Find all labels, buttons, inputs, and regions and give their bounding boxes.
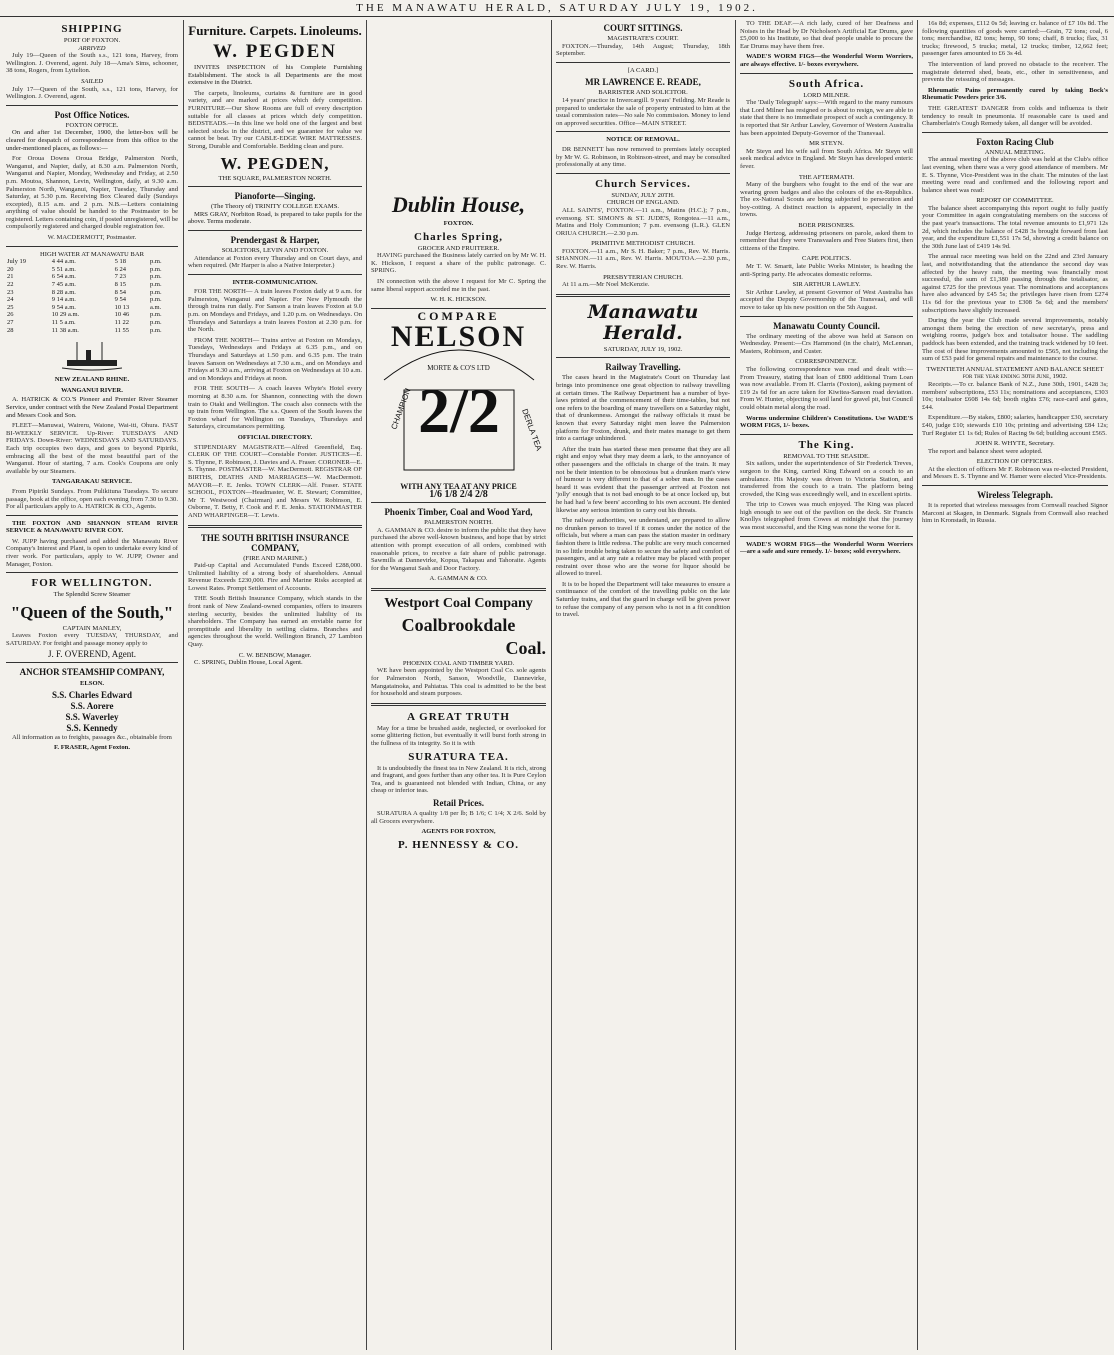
tide-cell: 11 38 a.m. — [51, 326, 79, 334]
dublin-foxton: FOXTON. — [443, 220, 474, 227]
barrister-label: BARRISTER AND SOLICITOR. — [598, 89, 688, 97]
tide-cell: 11 55 — [114, 326, 129, 334]
county-council-heading: Manawatu County Council. — [773, 320, 880, 331]
tide-cell: p.m. — [150, 273, 162, 281]
port-of-foxton: PORT OF FOXTON. — [63, 37, 121, 44]
grocer-label: GROCER AND FRUITERER. — [417, 244, 500, 252]
tide-cell: 11 5 a.m. — [51, 319, 76, 326]
tide-row — [6, 273, 178, 281]
annual-statement-heading: TWENTIETH ANNUAL STATEMENT AND BALANCE SHEET for the year ending 30th June, 1902. — [926, 365, 1104, 381]
arrived-label: ARRIVED — [78, 44, 106, 52]
fraser-agent: F. FRASER, Agent Foxton. — [54, 744, 130, 752]
phoenix-heading: Phoenix Timber, Coal and Wood Yard, — [384, 507, 533, 518]
tide-cell: 10 13 — [114, 303, 130, 311]
report-heading: REPORT OF COMMITTEE. — [976, 197, 1054, 205]
herald-title: Manawatu Herald. — [587, 300, 699, 344]
gamman-signature: A. GAMMAN & CO. — [429, 575, 488, 583]
tea-prices: 1/6 1/8 2/4 2/8 — [429, 488, 488, 500]
court-heading: COURT SITTINGS. — [603, 23, 683, 33]
foxton-office-label: FOXTON OFFICE. — [65, 121, 119, 129]
methodist-label: PRIMITIVE METHODIST CHURCH. — [591, 240, 695, 248]
removal-seaside-heading: REMOVAL TO THE SEASIDE. — [783, 452, 870, 460]
nz-rhine-heading: NEW ZEALAND RHINE. — [54, 376, 130, 384]
coe-label: CHURCH OF ENGLAND. — [606, 199, 680, 207]
furniture-heading: Furniture. Carpets. Linoleums. — [188, 23, 362, 38]
magistrate-label: MAGISTRATE'S COURT. — [607, 35, 679, 42]
south-africa-heading: South Africa. — [788, 77, 865, 90]
column-rule — [366, 20, 367, 1350]
nelson-tea-ad: COMPARE 2/2 CHAMPION DERLA TEA NELSON MORTE & CO'S LTD WITH ANY TEA AT ANY PRICE 1/6 1/8 2/4 2/8 — [371, 313, 546, 498]
pegden-title: W. PEGDEN — [213, 41, 337, 62]
tide-cell: 4 44 a.m. — [51, 258, 76, 266]
benbow-manager: C. W. BENBOW, Manager. — [238, 651, 312, 659]
agents-heading: AGENTS FOR FOXTON, — [421, 828, 496, 836]
tide-cell: 22 — [7, 281, 14, 289]
pegden-text: INVITES INSPECTION of his Complete Furnishing Establishment. The stock is all Departments are the most extensive in the District. — [188, 64, 362, 87]
overend-agent: J. F. OVEREND, Agent. — [47, 648, 137, 659]
aftermath-heading: THE AFTERMATH. — [798, 173, 855, 181]
ship-list — [6, 690, 178, 734]
tide-cell: 26 — [7, 311, 14, 319]
coal-heading: Coal. — [505, 637, 546, 658]
tide-cell: 10 46 — [114, 311, 130, 319]
tide-cell: 5 51 a.m. — [51, 265, 76, 273]
inter-comm-heading: INTER-COMMUNICATION. — [232, 278, 318, 286]
tangarakau-heading: TANGARAKAU SERVICE. — [52, 478, 132, 486]
railway-heading: Railway Travelling. — [605, 362, 681, 373]
tide-cell: 23 — [7, 288, 14, 296]
tide-cell: 6 54 a.m. — [51, 273, 76, 281]
herald-date: SATURDAY, JULY 19, 1902. — [603, 345, 683, 353]
any-tea-label: WITH ANY TEA AT ANY PRICE — [400, 481, 517, 491]
tide-cell: 20 — [7, 265, 14, 273]
rheumatic-ad: Rheumatic Pains permanently cured by taking Bock's Rheumatic Powders price 3/6. — [922, 86, 1108, 102]
suratura-heading: SURATURA TEA. — [408, 750, 509, 763]
masthead: THE MANAWATU HERALD, SATURDAY JULY 19, 1902. — [0, 0, 1114, 17]
tide-cell: 6 24 — [114, 265, 126, 273]
tide-row — [6, 327, 178, 335]
prendergast-heading: Prendergast & Harper, — [230, 234, 320, 245]
spring-agent: C. SPRING, Dublin House, Local Agent. — [194, 659, 303, 667]
coal-yard-label: PHOENIX COAL AND TIMBER YARD. — [402, 659, 515, 667]
column-4: COURT SITTINGS. MAGISTRATE'S COURT. FOXTON.—Thursday, 14th August; Thursday, 18th September. [A CARD.] MR LAWRENCE E. READE, BARRISTER AND SOLICITOR. 14 years' practice in Invercargill. 9 years' Feilding. Mr Reade is prepared to undertake the sale of property entrusted to him at the usual commission rates—No sale No commission. Money to lend on approved securities. Office—MAIN STREET. NOTICE OF REMOVAL. DR BENNETT has now removed to premises lately occupied by Mr W. G. Robinson, in Robinson-street, and may be consulted professionally at any time. Church Services. SUNDAY, JULY 20TH. CHURCH OF ENGLAND. ALL SAINTS', FOXTON.—11 a.m., Matins (H.C.); 7 p.m., evensong. ST. SIMON'S & ST. JUDE'S, Rongotea.—11 a.m., Matins and Holy Communion; 7 p.m. evensong (L.R.). GLEN ORIUA CHURCH.—2.30 p.m. PRIMITIVE METHODIST CHURCH. FOXTON.—11 a.m., Mr S. H. Baker; 7 p.m., Rev. W. Harris. SHANNON.—11 a.m., Rev. W. Harris. MOUTOA.—2.30 p.m., Rev. W. Harris. PRESBYTERIAN CHURCH. At 11 a.m.—Mr Noel McKenzie. Manawatu Herald. SATURDAY, JULY 19, 1902. Railway Travelling. The cases heard in the Magistrate's Court on Thursday last brings into prominence one great objection to railway travelling at certain times. The Railway Department has a number of bye-laws printed at the commencement of their time-tables, but not one refers to the boarding of many travellers on a Saturday night, that of drunkenness. Amongst the railway officials it must be known that every Saturday night men leave the Palmerston platform for Foxton, drunk, and their mates manage to get them into a carriage unhindered. After the train has started these men presume that they are all right and enjoy what they may deem a lark, to the annoyance of other passengers and the officials in charge of the train. It may not be their intention to be obnoxious but a drunken man's view of humour is very different to that of a sober man. In the cases heard it was evident that the passenger arrived at Foxton not 'jolly' enough that is not bad enough to be at once locked up, but he had had 'a few beers' according to his own account. He denied likewise any serious intention to carry out his threats. The railway authorities, we understand, are prepared to allow no drunken person to travel if it comes under the notice of the officials, but where a man can pass the station master in ordinary fashion there is little redress. The public are very much concerned in so little trouble being taken to secure the safety and comfort of passengers, and at any rate a relative may be placed with proper restraint over those who are the worse for liquor should be allowed to travel. It is to be hoped the Department will take measures to ensure a continuance of the comfort of the travelling public on the late Saturday trains, and that the guard in charge will be given power to refuse the company of any person who is not in a fit condition to travel. — [556, 23, 730, 619]
solicitors-label: SOLICITORS, LEVIN AND FOXTON. — [221, 246, 329, 254]
tide-cell: p.m. — [150, 311, 162, 319]
children-worms-ad: Worms undermine Children's Constitutions. Use WADE'S WORM FIGS, 1/- boxes. — [740, 414, 913, 430]
tide-cell: p.m. — [150, 265, 162, 273]
secretary-signature: JOHN R. WHYTE, Secretary. — [975, 440, 1055, 448]
lawley-heading: SIR ARTHUR LAWLEY. — [792, 281, 861, 289]
tide-cell: 7 23 — [114, 273, 126, 281]
svg-text:CHAMPION: CHAMPION — [388, 387, 413, 432]
tide-cell: p.m. — [150, 326, 162, 334]
tide-cell: 27 — [7, 319, 14, 326]
column-rule — [917, 20, 918, 1350]
screw-steamer-label: The Splendid Screw Steamer — [53, 591, 131, 599]
church-heading: Church Services. — [595, 177, 691, 190]
compare-label: COMPARE — [417, 308, 500, 323]
tide-cell: p.m. — [150, 319, 162, 326]
worm-figs-ad: WADE'S WORM FIGS—the Wonderful Worm Worriers, are always effective. 1/- boxes everywhere. — [740, 53, 913, 68]
wireless-heading: Wireless Telegraph. — [977, 490, 1053, 501]
hatrick-text: A. HATRICK & CO.'S Pioneer and Premier River Steamer Service, under contract with the New Zealand Postal Department and Messrs Cook and Son. — [6, 396, 178, 419]
presbyterian-label: PRESBYTERIAN CHURCH. — [603, 273, 683, 281]
charles-spring-title: Charles Spring, — [414, 230, 503, 243]
tide-row — [6, 258, 178, 266]
for-wellington-heading: FOR WELLINGTON. — [31, 577, 153, 590]
sailed-label: SAILED — [81, 77, 103, 85]
phoenix-palmerston: PALMERSTON NORTH. — [424, 519, 493, 527]
election-heading: ELECTION OF OFFICERS. — [976, 458, 1054, 466]
tide-row — [6, 281, 178, 289]
retail-heading: Retail Prices. — [433, 798, 484, 808]
official-directory-heading: OFFICIAL DIRECTORY. — [237, 433, 313, 441]
tide-cell: 8 28 a.m. — [51, 288, 76, 296]
removal-heading: NOTICE OF REMOVAL. — [606, 136, 680, 144]
fire-marine-label: (FIRE AND MARINE.) — [243, 554, 307, 562]
king-heading: The King. — [798, 438, 855, 451]
steamship-icon — [62, 338, 122, 372]
tide-cell: p.m. — [150, 288, 162, 296]
tide-cell: 21 — [7, 273, 14, 281]
tide-cell: 10 29 a.m. — [51, 311, 80, 319]
tide-cell: 7 45 a.m. — [51, 281, 76, 289]
tide-cell: 8 54 — [114, 288, 126, 296]
pegden-address: THE SQUARE, PALMERSTON NORTH. — [218, 174, 332, 182]
ship-name: S.S. Charles Edward — [51, 689, 132, 700]
tide-row — [6, 319, 178, 327]
svg-text:2/2: 2/2 — [417, 375, 500, 447]
gray-text: MRS GRAY, Norbiton Road, is prepared to take pupils for the above. Terms moderate. — [188, 210, 362, 226]
piano-heading: Pianoforte—Singing. — [234, 191, 316, 202]
svg-text:DERLA TEA: DERLA TEA — [519, 407, 544, 453]
queen-of-south-title: "Queen of the South," — [10, 602, 174, 622]
column-2: Furniture. Carpets. Linoleums. W. PEGDEN INVITES INSPECTION of his Complete Furnishing Establishment. The stock is all Departments are the most extensive in the District. The carpets, linoleums, curtains & furniture are in good variety, and are marked at prices which defy competition. FURNITURE—Our Show Rooms are full of every description suitable for all classes at prices which defy competition. BEDSTEADS.—In this line we hold one of the largest and best selected stocks in the district, and we guarantee for value we cannot be beat. Try our CABLE-EDGE WIRE MATTRESSES. Strong, Durable and Comfortable. Bedding clean and pure. W. PEGDEN, THE SQUARE, PALMERSTON NORTH. Pianoforte—Singing. (The Theory of) TRINITY COLLEGE EXAMS. MRS GRAY, Norbiton Road, is prepared to take pupils for the above. Terms moderate. Prendergast & Harper, SOLICITORS, LEVIN AND FOXTON. Attendance at Foxton every Thursday and on Court days, and when required. (Mr Harper is also a Native Interpreter.) INTER-COMMUNICATION. FOR THE NORTH— A train leaves Foxton daily at 9 a.m. for Palmerston, Wanganui and Napier. For New Plymouth the through trains run daily. For Sanson a train leaves Foxton at 9.0 p.m. on Mondays and Fridays, and 1.20 p.m. on Wednesdays. On Thursdays and Saturdays a train leaves Foxton at 2.30 p.m. for the North. FROM THE NORTH— Trains arrive at Foxton on Mondays, Tuesdays, Wednesdays and Fridays at 6.35 p.m., and on Thursdays and Saturdays at 1.50 p.m. and 6.35 p.m. The train leaves Sanson on Wednesdays at 7.30 a.m., and on Mondays and Fridays at 9.30 a.m., arriving at Foxton on Wednesdays at 10 a.m. and on Mondays and Fridays at noon. FOR THE SOUTH— A coach leaves Whyte's Hotel every morning at 8.30 a.m. for Shannon, connecting with the down train to Otaki and Wellington. The coach also connects with the up train from Wellington. The s.s. Queen of the South leaves the Foxton wharf for Wellington on Tuesdays, Thursdays and Saturdays, circumstances permitting. OFFICIAL DIRECTORY. STIPENDIARY MAGISTRATE—Alfred Greenfield, Esq. CLERK OF THE COURT—Constable Forster. JUSTICES—E. S. Thynne, F. Robinson, J. Davies and A. Fraser. CORONER—E. S. Thynne. POSTMASTER—W. MacDermott. REGISTRAR OF BIRTHS, DEATHS AND MARRIAGES—W. MacDermott. MAYOR—F. E. Jenks. TOWN CLERK—Alf. Fraser. STATE SCHOOL, FOXTON—Headmaster, W. E. Stewart; Committee, Mr T. Westwood (Chairman) and Messrs W. Robinson, E. Osborne, T. Betty, F. Cook and F. E. Jenks. STATIONMASTER AND WHARFINGER—T. Lewis. THE SOUTH BRITISH INSURANCE COMPANY, (FIRE AND MARINE.) Paid-up Capital and Accumulated Funds Exceed £288,000. Unlimited liability of a strong body of shareholders. Annual Revenue Exceeds £230,000. Fire and Marine Risks accepted at Lowest Rates. Prompt Settlement of Accounts. THE South British Insurance Company, which stands in the front rank of New Zealand-owned companies, offers to insurers sterling security, besides the unlimited liability of its shareholders. The Company has earned an enviable name for promptitude and liberality in settling claims. Branches and agencies throughout the world. Wellington Branch, 27 Lambton Quay. C. W. BENBOW, Manager. C. SPRING, Dublin House, Local Agent. — [188, 23, 362, 667]
tide-cell: a.m. — [150, 303, 162, 311]
foxton-shannon-heading: THE FOXTON AND SHANNON STEAM RIVER SERVICE & MANAWATU RIVER COY. — [6, 519, 178, 535]
hickson-signature: W. H. K. HICKSON. — [430, 296, 487, 304]
steyn-heading: MR STEYN. — [809, 140, 844, 148]
column-rule — [551, 20, 552, 1350]
hennessy-agent: P. HENNESSY & CO. — [397, 838, 519, 851]
theory-label: (The Theory of) TRINITY COLLEGE EXAMS. — [210, 203, 340, 211]
tide-cell: 9 14 a.m. — [51, 296, 76, 304]
racing-club-heading: Foxton Racing Club — [976, 136, 1054, 147]
column-5: TO THE DEAF.—A rich lady, cured of her Deafness and Noises in the Head by Dr Nicholson's Artificial Ear Drums, gave £5,000 to his Institute, so that deaf people unable to procure the Ear Drums may have them free. WADE'S WORM FIGS—the Wonderful Worm Worriers, are always effective. 1/- boxes everywhere. South Africa. LORD MILNER. The 'Daily Telegraph' says:—With regard to the many rumours that Lord Milner has resigned or is about to resign, we are able to state that there is no immediate prospect of such a contingency. It is reported that Sir Arthur Lawley, Governor of Western Australia has been appointed Deputy-Governor of the Transvaal. MR STEYN. Mr Steyn and his wife sail from South Africa. Mr Steyn will seek medical advice in England. Mr Steyn has developed enteric fever. THE AFTERMATH. Many of the burghers who fought to the end of the war are wearing green badges and also the colours of the ex-Republics. The ex-National Scouts are being subjected to persecution and boy-cotting. A distinct reaction is apparent, especially in the towns. BOER PRISONERS. Judge Hertzog, addressing prisoners on parole, asked them to remember that they were Transvaalers and Free Staters first, then citizens of the Empire. CAPE POLITICS. Mr T. W. Smartt, late Public Works Minister, is heading the anti-Spring party. He advocates domestic reforms. SIR ARTHUR LAWLEY. Sir Arthur Lawley, at present Governor of West Australia has accepted the Deputy Governorship of the Transvaal, and will move to take up his new position on the 5th August. Manawatu County Council. The ordinary meeting of the above was held at Sanson on Wednesday. Present:—Crs Hammond (in the chair), McLennan, Masters, Robinson, and Custer. CORRESPONDENCE. The following correspondence was read and dealt with:— From Treasury, stating that loan of £800 additional Tram Loan was now available. From H. Clarris (Foxton), asking payment of £19 2s 6d for an acre taken for Kiwitea-Sanson road deviation. From W. Hunter, objecting to soil land for gravel pit, but Council could obtain metal along the road. Worms undermine Children's Constitutions. Use WADE'S WORM FIGS, 1/- boxes. The King. REMOVAL TO THE SEASIDE. Six sailors, under the superintendence of Sir Frederick Treves, surgeon to the King, carried King Edward on a couch to an ambulance. His Majesty was driven to Victoria Station, and transferred from the couch to a train. The platform being crowded, the King was exceedingly well, and in excellent spirits. The trip to Cowes was much enjoyed. The King was placed high enough to see out of the pavilion on the deck. Sir Francis Knollys telegraphed from Cowes at midnight that the journey was most successful, and the King was none the worse for it. WADE'S WORM FIGS—the Wonderful Worm Worriers—are a safe and sure remedy. 1/- boxes; sold everywhere. — [740, 20, 913, 556]
post-office-text: On and after 1st December, 1900, the letter-box will be cleared for despatch of correspondence from this office to the under-mentioned places, as follows:— — [6, 129, 178, 152]
milner-heading: LORD MILNER. — [803, 91, 850, 99]
tide-cell: p.m. — [150, 258, 162, 266]
westport-heading: Westport Coal Company — [384, 595, 533, 611]
coalbrookdale-heading: Coalbrookdale — [401, 614, 516, 635]
elson-label: ELSON. — [79, 680, 104, 688]
tide-cell: 9 54 a.m. — [51, 303, 76, 311]
ship-name: S.S. Aorere — [70, 700, 114, 711]
dublin-house-title: Dublin House, — [391, 192, 526, 217]
tide-cell: July 19 — [7, 258, 26, 266]
annual-meeting-heading: ANNUAL MEETING. — [984, 148, 1046, 156]
tide-cell: 8 15 — [114, 281, 126, 289]
tide-row — [6, 296, 178, 304]
anchor-company-heading: ANCHOR STEAMSHIP COMPANY, — [19, 667, 165, 678]
correspondence-heading: CORRESPONDENCE. — [795, 358, 858, 366]
great-truth-heading: A GREAT TRUTH — [407, 710, 510, 723]
high-water-heading: HIGH WATER AT MANAWATU BAR — [40, 250, 144, 258]
pegden-signature: W. PEGDEN, — [220, 153, 330, 173]
column-1: SHIPPING PORT OF FOXTON. ARRIVED July 19—Queen of the South s.s., 121 tons, Harvey, from Wellington. J. Overend, agent. July 18—Ama's Sims, schooner, 38 tons, Rogers, from Lyttelton. SAILED July 17—Queen of the South, s.s., 121 tons, Harvey, for Wellington. J. Overend, agent. Post Office Notices. FOXTON OFFICE. On and after 1st December, 1900, the letter-box will be cleared for despatch of correspondence from this office to the under-mentioned places, as follows:— For Oroua Downs Oroua Bridge, Palmerston North, Wanganui, and Napier, daily, at 8.30 a.m. Palmerston North, Wanganui and Napier, Monday, Wednesday and Friday, at 2.50 p.m. Moutoa, Shannon, Levin, Wellington, daily, at 9.30 a.m. Palmerston North, Wanganui, Napier, Tuesday, Thursday and Saturday, at 5.30 p.m. Receiving Box Cleared daily (Sundays excepted), 8.15 a.m. and 2 p.m. N.B.—Letters containing anything of value should be handed to the Postmaster to be registered. Letters containing coin, if posted unregistered, will be compulsorily registered and charged double registration fee. W. MACDERMOTT, Postmaster. HIGH WATER AT MANAWATU BAR July 19 4 44 a.m. 5 18 p.m. 20 5 51 a.m. 6 24 p.m. 21 6 54 a.m. 7 23 p.m. 22 7 45 a.m. 8 15 p.m. 23 8 28 a.m. 8 54 p.m. 24 9 14 a.m. 9 54 p.m. 25 9 54 a.m. 10 13 a.m. 26 10 29 a.m. 10 46 p.m. 27 11 5 a.m. 11 22 p.m. 28 11 38 a.m. 11 55 p.m. NEW ZEALAND RHINE. WANGANUI RIVER. A. HATRICK & CO.'S Pioneer and Premier River Steamer Service, under contract with the New Zealand Postal Department and Messrs Cook and Son. FLEET—Manuwai, Waireru, Waione, Wai-iti, Ohura. FAST BI-WEEKLY SERVICE. Up-River: TUESDAYS AND FRIDAYS. Down-River: WEDNESDAYS AND SATURDAYS. Each trip occupies two days, and goes to beyond Pipiriki, embracing all the best of the most beautiful part of the Wanganui. Hour of starting, 7 a.m. Cook's Coupons are only available by our Steamers. TANGARAKAU SERVICE. From Pipiriki Sundays. From Pulikituna Tuesdays. To secure passage, book at the office, open each evening from 7.30 to 9.30. For all particulars apply to A. HATRICK & CO., Agents. THE FOXTON AND SHANNON STEAM RIVER SERVICE & MANAWATU RIVER COY. W. JUPP having purchased and added the Manawatu River Company's Interest and Plant, is open to undertake every kind of river work. For particulars, apply to W. JUPP, Owner and Manager, Foxton. FOR WELLINGTON. The Splendid Screw Steamer "Queen of the South," CAPTAIN MANLEY, Leaves Foxton every TUESDAY, THURSDAY, and SATURDAY. For freight and passage money apply to J. F. OVEREND, Agent. ANCHOR STEAMSHIP COMPANY, ELSON. S.S. Charles Edward S.S. Aorere S.S. Waverley S.S. Kennedy All information as to freights, passages &c., obtainable from F. FRASER, Agent Foxton. — [6, 23, 178, 752]
tide-cell: p.m. — [150, 281, 162, 289]
tide-cell: 9 54 — [114, 296, 126, 304]
tide-cell: p.m. — [150, 296, 162, 304]
column-6: 16s 8d; expenses, £112 0s 5d; leaving cr. balance of £7 10s 8d. The following quantities of goods were carried:—Grain, 72 tons; coal, 6 tons; merchandise, 82 tons; hemp, 90 tons; chaff, 8 trucks; flax, 31 trucks; firewood, 5 trucks; metal, 12 trucks; timber, 12,662 feet; passenger fares amounted to £6 3s 4d. The intervention of land proved no obstacle to the receiver. The magistrate deterred shed, beats, etc., other in sensitiveness, and prevents the reissuing of messages. Rheumatic Pains permanently cured by taking Bock's Rheumatic Powders price 3/6. THE GREATEST DANGER from colds and influenza is their tendency to result in pneumonia. If reasonable care is used and Chamberlain's Cough Remedy taken, all danger will be avoided. Foxton Racing Club ANNUAL MEETING. The annual meeting of the above club was held at the Club's office last evening, when there was a very good attendance of members. Mr E. S. Thynne, Vice-President was in the chair. The minutes of the last meeting were read and confirmed and the following report and balance sheet was read: REPORT OF COMMITTEE. The balance sheet accompanying this report ought to fully justify your Committee in again congratulating members on the success of the past year's transactions. The total revenue amounts to £1,971 12s 2d, which includes the balance of £428 3s brought forward from last year, and the expenditure £1,551 17s 5d, showing a credit balance on the 30th June last of £419 14s 9d. The annual race meeting was held on the 22nd and 23rd January last, and notwithstanding that the attendance the second day was affected by the heavy rain, the meeting was financially most successful, the sum of £1,380 passing through the totalisator, as against £725 for the previous year. The nominations and acceptances have also advanced by £45 5s; the privileges have risen from £274 11s 6d for the previous year to £308 5s 6d; and the members' subscriptions have slightly increased. During the year the Club made several improvements, notably amongst them being the erection of new secretary's, press and weighing rooms, judge's box and totalisator house. The saddling paddock has been extended, and the training track widened by 10 feet. The cost of these improvements amounted to £565, not including the sum of £53 paid for general repairs and maintenance to the course. TWENTIETH ANNUAL STATEMENT AND BALANCE SHEET for the year ending 30th June, 1902. Receipts.—To cr. balance Bank of N.Z., June 30th, 1901, £428 3s; members' subscriptions, £53 11s; nominations and acceptances, £303 10s; totalisator £608 14s 6d; booth rights £76; race-card and gates, £44. Expenditure.—By stakes, £800; salaries, handicapper £30, secretary £40, judge £10; stewards £10 10s; printing and advertising £84 12s; Turf Register £1 1s 6d; Rules of Racing 9s 6d; building account £565. JOHN R. WHYTE, Secretary. The report and balance sheet were adopted. ELECTION OF OFFICERS. At the election of officers Mr F. Robinson was re-elected President, and Messrs E. S. Thynne and W. Hamer were elected Vice-Presidents. Wireless Telegraph. It is reported that wireless messages from Cornwall reached Signor Marconi at Skagen, in Denmark. Signals from Cornwall also reached him in Kronstadt, in Russia. — [922, 20, 1108, 525]
tide-cell: 28 — [7, 326, 14, 334]
shipping-heading: SHIPPING — [61, 23, 123, 35]
card-label: [A CARD.] — [627, 66, 659, 74]
sunday-label: SUNDAY, JULY 20TH. — [611, 191, 675, 199]
boer-prisoners-heading: BOER PRISONERS. — [798, 222, 855, 230]
tide-row — [6, 266, 178, 274]
tide-row — [6, 304, 178, 312]
tide-cell: 24 — [7, 296, 14, 304]
ship-name: S.S. Kennedy — [66, 722, 118, 733]
insurance-heading: THE SOUTH BRITISH INSURANCE COMPANY, — [200, 532, 350, 553]
tide-cell: 5 18 — [114, 258, 126, 266]
cape-politics-heading: CAPE POLITICS. — [801, 255, 852, 263]
reade-heading: MR LAWRENCE E. READE, — [585, 77, 701, 88]
wanganui-river-heading: WANGANUI RIVER. — [61, 386, 123, 394]
tide-row — [6, 311, 178, 319]
ship-name: S.S. Waverley — [65, 711, 119, 722]
column-3: Dublin House, FOXTON. Charles Spring, GROCER AND FRUITERER. HAVING purchased the Business lately carried on by Mr W. H. K. Hickson, I request a share of the public patronage. C. SPRING. IN connection with the above I request for Mr C. Spring the same liberal support accorded me in the past. W. H. K. HICKSON. COMPARE 2/2 CHAMPION DERLA TEA NELSON MORTE & CO'S LTD WITH ANY TEA AT ANY PRICE 1/6 1/8 2/4 2/8 Phoenix Timber, Coal and Wood Yard, PALMERSTON NORTH. A. GAMMAN & CO. desire to inform the public that they have purchased the above well-known business, and hope that by strict attention with prompt execution of all orders, combined with reasonable prices, to receive a fair share of public patronage. Sawmills at Dannevirke, Kopua, Takapau and Tahoraite. Agents for the Wanganui Sash and Door Factory. A. GAMMAN & CO. Westport Coal Company Coalbrookdale Coal. PHOENIX COAL AND TIMBER YARD. WE have been appointed by the Westport Coal Co. sole agents for Palmerston North, Sanson, Woodville, Dannevirke, Mangatainoka, and Pahiatua. This coal is admitted to be the best for household and steam purposes. A GREAT TRUTH May for a time be brushed aside, neglected, or overlooked for some glittering fiction, but eventually it will burst forth strong in the fullness of its integrity. So it is with SURATURA TEA. It is undoubtedly the finest tea in New Zealand. It is rich, strong and fragrant, and goes further than any other tea. It is Pure Ceylon Tea, and is guaranteed not blended with Indian, China, or any cheap or inferior teas. Retail Prices. SURATURA A quality 1/8 per lb; B 1/6; C 1/4; X 2/6. Sold by all Grocers everywhere. AGENTS FOR FOXTON, P. HENNESSY & CO. — [371, 192, 546, 851]
post-office-heading: Post Office Notices. — [54, 109, 130, 120]
tide-table — [6, 258, 178, 334]
captain-label: CAPTAIN MANLEY, — [62, 624, 122, 632]
worm-figs-ad-2: WADE'S WORM FIGS—the Wonderful Worm Worriers—are a safe and sure remedy. 1/- boxes; sold everywhere. — [740, 540, 913, 556]
tide-cell: 11 22 — [114, 319, 129, 326]
tide-cell: 25 — [7, 303, 14, 311]
tide-row — [6, 289, 178, 297]
column-rule — [735, 20, 736, 1350]
column-rule — [183, 20, 184, 1350]
